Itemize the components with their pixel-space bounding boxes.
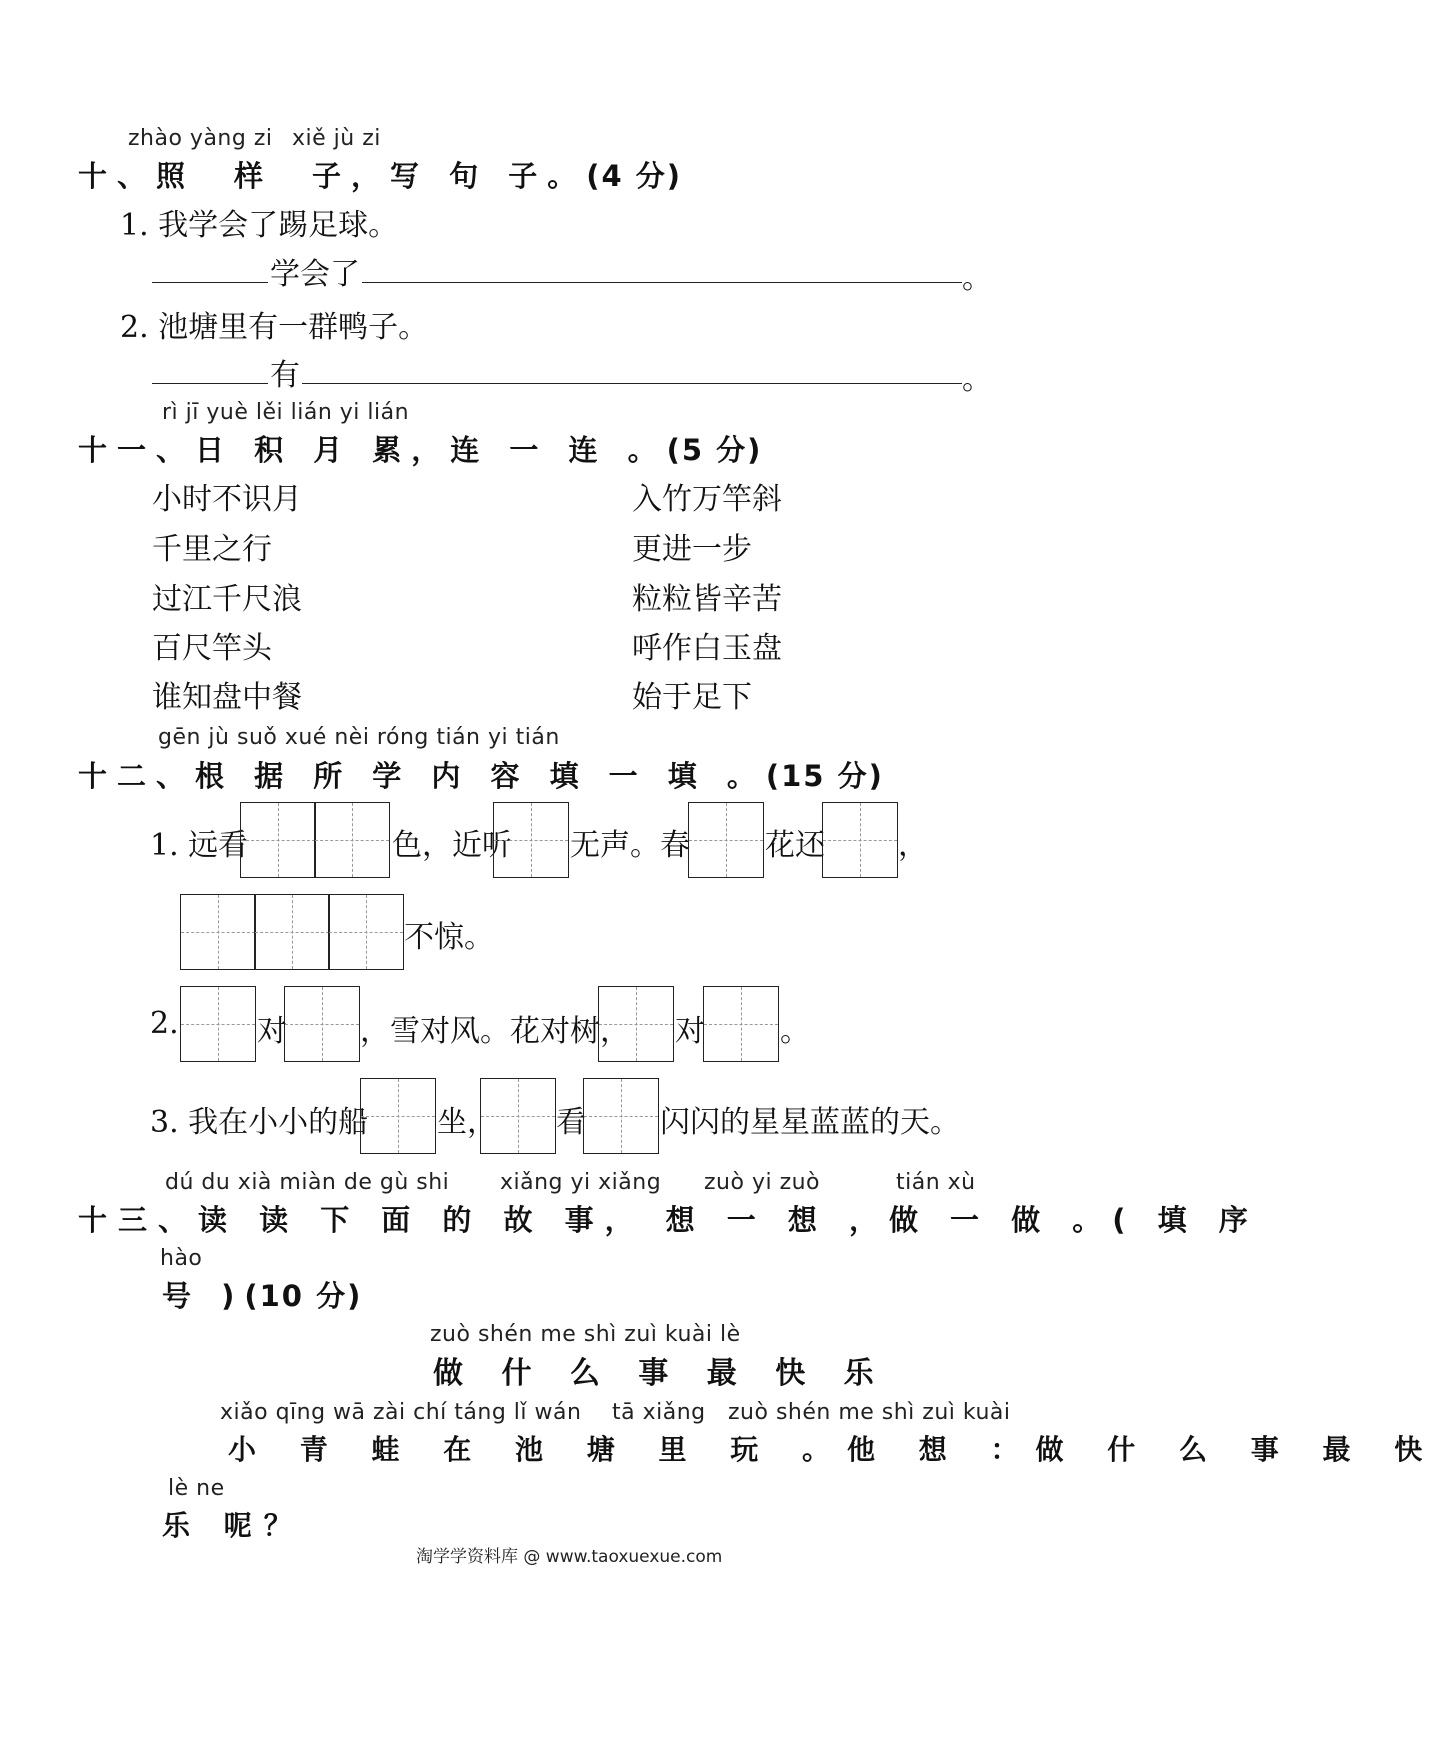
story-line1: 小 青 蛙 在 池 塘 里 玩 。他 想 ：做 什 么 事 最 快: [228, 1433, 1439, 1466]
s11-heading: 十一、日 积 月 累，连 一 连 。(5 分): [78, 433, 763, 467]
s10-q1-mid: 学会了: [270, 257, 360, 292]
s12-q1-text-c: 无声。春: [570, 828, 690, 863]
s12-q3-text-b: 坐，: [437, 1105, 497, 1140]
s13-pinyin-4: tián xù: [896, 1170, 976, 1195]
s12-heading: 十二、根 据 所 学 内 容 填 一 填 。(15 分): [78, 759, 884, 793]
s11-left-3[interactable]: 过江千尺浪: [152, 582, 302, 617]
s11-right-3[interactable]: 粒粒皆辛苦: [632, 582, 782, 617]
s10-q2-blank-2[interactable]: [302, 383, 962, 384]
story-line1-pinyin-1: xiǎo qīng wā zài chí táng lǐ wán: [220, 1400, 582, 1425]
s12-q1-text-d: 花还: [765, 828, 825, 863]
s11-right-2[interactable]: 更进一步: [632, 532, 752, 567]
s12-q2-text-a: 2.: [150, 1006, 179, 1041]
s12-q2-text-b: 对: [257, 1014, 287, 1049]
s10-q1: 1. 我学会了踢足球。: [120, 208, 399, 243]
s11-left-2[interactable]: 千里之行: [152, 532, 272, 567]
s10-q2-mid: 有: [270, 358, 300, 393]
s13-heading-2: 号 )(10 分): [162, 1279, 363, 1313]
s12-q1-box-1[interactable]: [240, 802, 316, 878]
s10-q1-blank-1[interactable]: [152, 282, 268, 283]
s13-pinyin-hao: hào: [160, 1246, 203, 1271]
s11-right-1[interactable]: 入竹万竿斜: [632, 482, 782, 517]
s10-score: (4 分): [586, 159, 682, 193]
s11-right-4[interactable]: 呼作白玉盘: [632, 631, 782, 666]
s12-pinyin: gēn jù suǒ xué nèi róng tián yi tián: [158, 725, 560, 750]
s12-q3-text-c: 看: [556, 1105, 586, 1140]
s11-score: (5 分): [666, 433, 763, 467]
s12-q1-text-a: 1. 远看: [150, 828, 249, 863]
s12-q1-text-f: 不惊。: [404, 920, 494, 955]
s12-q1-box-3[interactable]: [493, 802, 569, 878]
story-title-pinyin: zuò shén me shì zuì kuài lè: [430, 1322, 741, 1347]
s10-q2: 2. 池塘里有一群鸭子。: [120, 310, 429, 345]
story-line2-pinyin: lè ne: [168, 1476, 225, 1501]
s12-q2-text-e: 。: [780, 1014, 810, 1049]
s10-q2-blank-1[interactable]: [152, 383, 268, 384]
s12-q1-box-5[interactable]: [822, 802, 898, 878]
s10-q2-end: 。: [962, 362, 992, 397]
s11-pinyin: rì jī yuè lěi lián yi lián: [162, 400, 410, 425]
footer-watermark: 淘学学资料库 @ www.taoxuexue.com: [416, 1547, 723, 1567]
s11-left-4[interactable]: 百尺竿头: [152, 631, 272, 666]
s12-q1-box-4[interactable]: [688, 802, 764, 878]
story-line1-pinyin-2: tā xiǎng: [612, 1400, 706, 1425]
s12-q2-box-2[interactable]: [284, 986, 360, 1062]
s10-pinyin-2: xiě jù zi: [292, 126, 381, 151]
s13-pinyin-3: zuò yi zuò: [704, 1170, 821, 1195]
s12-q2-box-3[interactable]: [598, 986, 674, 1062]
story-title: 做 什 么 事 最 快 乐: [433, 1356, 888, 1391]
s13-heading: 十三、读 读 下 面 的 故 事， 想 一 想 ，做 一 做 。( 填 序: [78, 1203, 1259, 1237]
s12-q2-text-c: ，雪对风。花对树，: [360, 1014, 630, 1049]
s12-q3-text-a: 3. 我在小小的船: [150, 1105, 369, 1140]
s10-q1-blank-2[interactable]: [362, 282, 962, 283]
s12-q1-box-2[interactable]: [314, 802, 390, 878]
s12-q1-box-8[interactable]: [328, 894, 404, 970]
s12-q1-text-e: ，: [898, 828, 928, 863]
s12-q2-text-d: 对: [675, 1014, 705, 1049]
s12-q3-box-3[interactable]: [583, 1078, 659, 1154]
s13-score: (10 分): [244, 1279, 363, 1313]
s13-pinyin-2: xiǎng yi xiǎng: [500, 1170, 662, 1195]
s10-q1-end: 。: [962, 261, 992, 296]
s13-pinyin-1: dú du xià miàn de gù shi: [165, 1170, 450, 1195]
story-line2: 乐 呢？: [162, 1509, 304, 1542]
s12-q1-box-6[interactable]: [180, 894, 256, 970]
s12-q1-box-7[interactable]: [254, 894, 330, 970]
s11-right-5[interactable]: 始于足下: [632, 680, 752, 715]
s12-score: (15 分): [765, 759, 884, 793]
s11-left-5[interactable]: 谁知盘中餐: [152, 680, 302, 715]
s12-q2-box-1[interactable]: [180, 986, 256, 1062]
story-line1-pinyin-3: zuò shén me shì zuì kuài: [728, 1400, 1011, 1425]
s10-heading: 十、照 样 子，写 句 子。(4 分): [78, 159, 682, 193]
s12-q3-text-d: 闪闪的星星蓝蓝的天。: [660, 1105, 960, 1140]
s10-pinyin-1: zhào yàng zi: [128, 126, 273, 151]
s11-left-1[interactable]: 小时不识月: [152, 482, 302, 517]
s12-q1-text-b: 色，近听: [392, 828, 512, 863]
s12-q3-box-2[interactable]: [480, 1078, 556, 1154]
s12-q3-box-1[interactable]: [360, 1078, 436, 1154]
s12-q2-box-4[interactable]: [703, 986, 779, 1062]
